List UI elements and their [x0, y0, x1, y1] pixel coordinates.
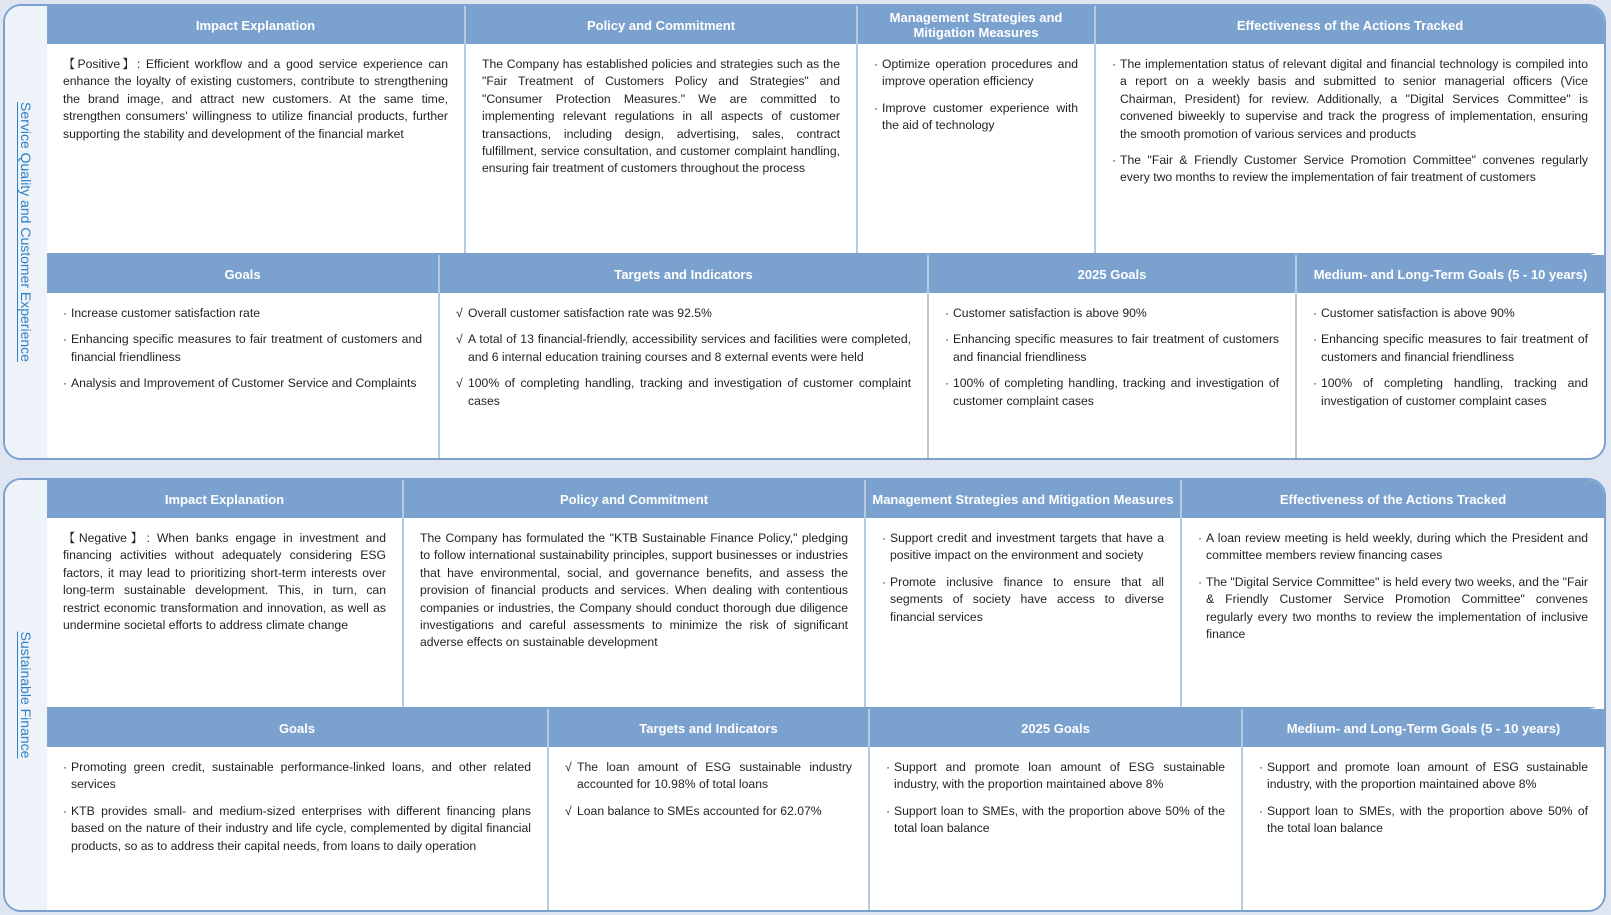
- list-item: [882, 574, 1164, 626]
- targets-column: [549, 709, 870, 910]
- bullet-mark: ·: [874, 57, 879, 71]
- goals-2025-column: [929, 255, 1297, 458]
- bullet-mark: ·: [886, 760, 891, 774]
- bullet-mark: ·: [63, 376, 68, 391]
- list-item: [565, 759, 852, 794]
- list-item-text: 100% of completing handling, tracking and investigation of customer complaint cases: [468, 376, 911, 408]
- strategies-column: [866, 480, 1182, 707]
- list-item: [1259, 803, 1588, 838]
- policy-column: [404, 480, 866, 707]
- list-item: [886, 803, 1225, 838]
- list-item-text: Support loan to SMEs, with the proportion above 50% of the total loan balance: [894, 803, 1225, 836]
- list-item: [63, 375, 422, 392]
- check-mark: √: [565, 760, 572, 774]
- long-term-goals-column: [1297, 255, 1604, 458]
- check-mark: √: [456, 306, 463, 320]
- list-item-text: A loan review meeting is held weekly, during which the President and committee members review financing cases: [1206, 531, 1588, 563]
- column-header: Policy and Commitment: [404, 480, 864, 518]
- list-item-text: The implementation status of relevant digital and financial technology is compiled into a report on a weekly basis and submitted to senior managerial officers (Vice Chairman, President) for review. Additionally, a "Digital Services Committee" is convened biweekly to supervise and track the progress of implementation, ensuring the smooth promotion of various services and products: [1120, 57, 1588, 141]
- bullet-mark: ·: [874, 100, 879, 115]
- list-item-text: Analysis and Improvement of Customer Service and Complaints: [71, 376, 417, 391]
- list-item-text: 100% of completing handling, tracking and investigation of customer complaint cases: [1321, 376, 1588, 408]
- list-item: [945, 331, 1279, 366]
- bullet-mark: ·: [882, 531, 887, 545]
- list-item-text: The loan amount of ESG sustainable industry accounted for 10.98% of total loans: [577, 760, 852, 792]
- bullet-mark: ·: [1198, 574, 1203, 589]
- list-item-text: Support credit and investment targets that have a positive impact on the environment and society: [890, 531, 1164, 563]
- column-header: Impact Explanation: [47, 6, 464, 44]
- effectiveness-column: [1096, 6, 1604, 253]
- list-item-text: The "Digital Service Committee" is held every two weeks, and the "Fair & Friendly Customer Service Promotion Committee" convenes regularly every two months to review the implementation of inclusive finance: [1206, 574, 1588, 642]
- list-item-text: Support loan to SMEs, with the proportion above 50% of the total loan balance: [1267, 803, 1588, 836]
- bullet-mark: ·: [945, 306, 950, 320]
- bullet-mark: ·: [945, 332, 950, 347]
- list-item-text: Enhancing specific measures to fair treatment of customers and financial friendliness: [953, 332, 1279, 364]
- bullet-mark: ·: [886, 803, 891, 818]
- column-header: Policy and Commitment: [466, 6, 856, 44]
- column-header: Management Strategies and Mitigation Measures: [858, 6, 1094, 44]
- section-label-panel: [5, 6, 48, 458]
- list-item: [945, 305, 1279, 322]
- bullet-mark: ·: [1259, 760, 1264, 774]
- list-item-text: Enhancing specific measures to fair treatment of customers and financial friendliness: [71, 332, 422, 364]
- list-item-text: Support and promote loan amount of ESG sustainable industry, with the proportion maintained above 8%: [1267, 760, 1588, 792]
- list-item-text: Increase customer satisfaction rate: [71, 306, 260, 320]
- bullet-mark: ·: [1198, 531, 1203, 545]
- list-item: [1112, 152, 1588, 187]
- goals-column: [47, 255, 440, 458]
- impact-text: 【Positive】: Efficient workflow and a good service experience can enhance the loyalty of existing customers, contribute to strengthening the brand image, and attract new customers. At the same time, strengthen consumers' willingness to utilize financial products, further supporting the stability and development of the financial market: [63, 57, 448, 141]
- list-item: [1313, 305, 1588, 322]
- list-item: [1313, 331, 1588, 366]
- bullet-mark: ·: [63, 332, 68, 347]
- list-item-text: Promote inclusive finance to ensure that all segments of society have access to diverse financial services: [890, 574, 1164, 624]
- column-header: Management Strategies and Mitigation Measures: [866, 480, 1180, 518]
- long-term-goals-column: [1243, 709, 1604, 910]
- check-mark: √: [456, 376, 463, 391]
- bullet-mark: ·: [1112, 153, 1117, 168]
- column-header: Medium- and Long-Term Goals (5 - 10 years): [1243, 709, 1604, 747]
- check-mark: √: [565, 803, 572, 818]
- goals-2025-column: [870, 709, 1243, 910]
- bullet-mark: ·: [63, 803, 68, 818]
- column-header: Goals: [47, 255, 438, 293]
- list-item: [1112, 56, 1588, 143]
- column-header: Impact Explanation: [47, 480, 402, 518]
- column-header: Medium- and Long-Term Goals (5 - 10 years): [1297, 255, 1604, 293]
- list-item: [1313, 375, 1588, 410]
- list-item: [456, 331, 911, 366]
- section-label[interactable]: Sustainable Finance: [18, 631, 34, 759]
- list-item-text: A total of 13 financial-friendly, accessibility services and facilities were completed, and 6 internal education training courses and 8 external events were held: [468, 332, 911, 364]
- bullet-mark: ·: [1313, 332, 1318, 347]
- policy-text: The Company has established policies and strategies such as the "Fair Treatment of Customers Policy and Strategies" and "Consumer Protection Measures." We are committed to implementing relevant regulations in all aspects of customer transactions, including design, advertising, sales, contract fulfillment, service consultation, and customer complaint handling, ensuring fair treatment of customers throughout the process: [482, 57, 840, 176]
- bullet-mark: ·: [882, 574, 887, 589]
- list-item-text: The "Fair & Friendly Customer Service Promotion Committee" convenes regularly every two months to review the implementation of fair treatment of customers: [1120, 153, 1588, 185]
- bullet-mark: ·: [63, 306, 68, 320]
- service-quality-section: [3, 4, 1606, 460]
- bottom-table: [47, 255, 1604, 458]
- list-item-text: Customer satisfaction is above 90%: [1321, 306, 1515, 320]
- goals-column: [47, 709, 549, 910]
- list-item-text: Improve customer experience with the aid of technology: [882, 100, 1078, 133]
- list-item: [945, 375, 1279, 410]
- list-item: [565, 803, 852, 820]
- list-item: [1198, 574, 1588, 644]
- bullet-mark: ·: [945, 376, 950, 391]
- bullet-mark: ·: [1112, 57, 1117, 71]
- list-item: [63, 803, 531, 855]
- list-item-text: Loan balance to SMEs accounted for 62.07%: [577, 803, 822, 818]
- sustainable-finance-section: [3, 478, 1606, 912]
- list-item: [886, 759, 1225, 794]
- list-item: [63, 759, 531, 794]
- impact-column: [47, 6, 466, 253]
- list-item-text: KTB provides small- and medium-sized enterprises with different financing plans based on the nature of their industry and life cycle, complemented by digital financial products, so as to address their capital needs, from loans to daily operation: [71, 803, 531, 853]
- list-item-text: Optimize operation procedures and improve operation efficiency: [882, 57, 1078, 89]
- list-item: [1259, 759, 1588, 794]
- list-item-text: 100% of completing handling, tracking and investigation of customer complaint cases: [953, 376, 1279, 408]
- list-item: [63, 331, 422, 366]
- strategies-column: [858, 6, 1096, 253]
- column-header: Effectiveness of the Actions Tracked: [1182, 480, 1604, 518]
- column-header: Targets and Indicators: [549, 709, 868, 747]
- section-label[interactable]: Service Quality and Customer Experience: [18, 102, 34, 362]
- column-header: 2025 Goals: [929, 255, 1295, 293]
- targets-column: [440, 255, 929, 458]
- check-mark: √: [456, 332, 463, 347]
- list-item-text: Overall customer satisfaction rate was 92.5%: [468, 306, 712, 320]
- impact-text: 【Negative】: When banks engage in investment and financing activities without adequately considering ESG factors, it may lead to prioritizing short-term interests over long-term sustainable development. This, in turn, can restrict economic transformation and innovation, as well as undermine societal efforts to address climate change: [63, 531, 386, 633]
- column-header: Targets and Indicators: [440, 255, 927, 293]
- policy-text: The Company has formulated the "KTB Sustainable Finance Policy," pledging to follow international sustainability principles, support businesses or industries that have environmental, social, and governance benefits, and assess the provision of financial products and services. When dealing with contentious companies or industries, the Company should conduct thorough due diligence investigations and careful assessments to minimize the risk of significant adverse effects on sustainable development: [420, 531, 848, 650]
- list-item-text: Support and promote loan amount of ESG sustainable industry, with the proportion maintained above 8%: [894, 760, 1225, 792]
- bullet-mark: ·: [1313, 306, 1318, 320]
- bottom-table: [47, 709, 1604, 910]
- list-item: [63, 305, 422, 322]
- list-item: [1198, 530, 1588, 565]
- list-item-text: Enhancing specific measures to fair treatment of customers and financial friendliness: [1321, 332, 1588, 364]
- bullet-mark: ·: [1259, 803, 1264, 818]
- list-item: [874, 56, 1078, 91]
- column-header: 2025 Goals: [870, 709, 1241, 747]
- policy-column: [466, 6, 858, 253]
- effectiveness-column: [1182, 480, 1604, 707]
- list-item-text: Customer satisfaction is above 90%: [953, 306, 1147, 320]
- list-item: [456, 375, 911, 410]
- bullet-mark: ·: [63, 760, 68, 774]
- column-header: Effectiveness of the Actions Tracked: [1096, 6, 1604, 44]
- column-header: Goals: [47, 709, 547, 747]
- impact-column: [47, 480, 404, 707]
- list-item: [882, 530, 1164, 565]
- top-table: [47, 480, 1604, 709]
- list-item: [874, 100, 1078, 135]
- list-item: [456, 305, 911, 322]
- list-item-text: Promoting green credit, sustainable performance-linked loans, and other related services: [71, 760, 531, 792]
- bullet-mark: ·: [1313, 376, 1318, 391]
- section-label-panel: [5, 480, 48, 910]
- top-table: [47, 6, 1604, 255]
